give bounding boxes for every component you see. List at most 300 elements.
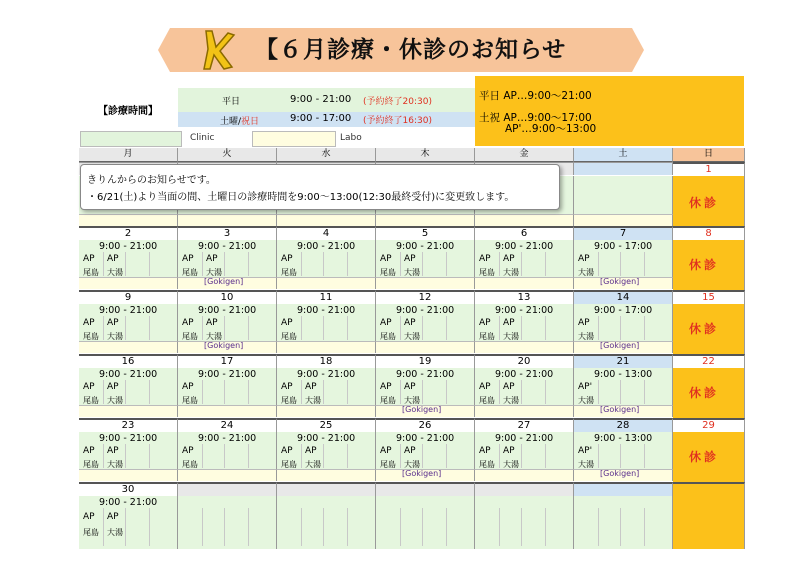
staff-name: 大湯 [107,332,123,341]
date-cell: 15 [673,290,745,304]
grid-line [545,508,546,546]
hours-text: 9:00 - 21:00 [297,241,356,252]
grid-line [521,252,522,276]
grid-line [644,380,645,404]
grid-line [598,444,599,468]
hours-text: 9:00 - 21:00 [297,305,356,316]
grid-line [224,316,225,340]
staff-name: 大湯 [305,396,321,405]
banner-left-edge [158,28,170,72]
hours-text: 9:00 - 21:00 [99,433,158,444]
grid-line [400,380,401,404]
labo-cell [475,341,574,353]
labo-cell [277,214,376,226]
date-cell [673,482,745,496]
ap-label: AP [479,446,491,456]
weekday-note: (予約終了20:30) [363,97,432,107]
grid-line [301,444,302,468]
grid-line [400,252,401,276]
ap-label: AP [479,254,491,264]
grid-line [644,316,645,340]
labo-cell [178,469,277,481]
ap-label: AP [107,512,119,522]
grid-line [347,444,348,468]
labo-cell [79,341,178,353]
date-cell: 18 [277,354,376,368]
staff-name: 尾島 [380,396,396,405]
grid-line [422,380,423,404]
staff-name: 大湯 [503,460,519,469]
ap-holiday-line: 土祝 AP…9:00～17:00 [479,112,592,124]
grid-line [545,316,546,340]
grid-line [499,380,500,404]
grid-line [149,444,150,468]
grid-line [323,444,324,468]
grid-line [545,380,546,404]
grid-line [125,316,126,340]
date-cell: 4 [277,226,376,240]
grid-line [149,380,150,404]
grid-line [347,252,348,276]
labo-cell [475,214,574,226]
date-cell: 12 [376,290,475,304]
date-cell: 22 [673,354,745,368]
grid-line [521,444,522,468]
hours-text: 9:00 - 21:00 [495,305,554,316]
date-cell: 10 [178,290,277,304]
grid-line [644,252,645,276]
grid-line [149,252,150,276]
labo-cell [277,405,376,417]
ap-label: AP [107,446,119,456]
page-title: 【６月診療・休診のお知らせ [255,37,567,63]
date-cell: 24 [178,418,277,432]
date-cell: 6 [475,226,574,240]
staff-name: 大湯 [404,268,420,277]
date-cell: 19 [376,354,475,368]
grid-line [125,380,126,404]
date-cell: 30 [79,482,178,496]
grid-line [323,252,324,276]
ap-label: AP [479,318,491,328]
date-cell: 5 [376,226,475,240]
hours-text: 9:00 - 21:00 [99,241,158,252]
grid-line [598,508,599,546]
ap-label: AP [281,318,293,328]
hours-text: 9:00 - 13:00 [594,369,653,380]
date-cell: 20 [475,354,574,368]
hours-text: 9:00 - 21:00 [297,369,356,380]
grid-line [224,508,225,546]
date-cell [376,482,475,496]
staff-name: 尾島 [479,460,495,469]
ap-label: AP [503,446,515,456]
ap-label: AP [182,318,194,328]
clinic-cell [475,496,574,549]
grid-line [422,316,423,340]
labo-cell [475,277,574,289]
hours-text: 9:00 - 21:00 [495,369,554,380]
grid-line [125,252,126,276]
grid-line [248,508,249,546]
hours-text: 9:00 - 21:00 [99,497,158,508]
sunday-closed-label: 休診 [689,322,720,336]
gokigen-label: [Gokigen] [600,469,640,478]
grid-line [499,444,500,468]
hours-text: 9:00 - 21:00 [396,305,455,316]
weekday-header: 日 [673,148,745,162]
grid-line [248,444,249,468]
staff-name: 尾島 [380,332,396,341]
ap-label: AP [83,512,95,522]
date-cell: 7 [574,226,673,240]
labo-cell [376,277,475,289]
date-cell [277,482,376,496]
date-cell: 13 [475,290,574,304]
ap-label: AP [578,318,590,328]
hours-text: 9:00 - 21:00 [396,241,455,252]
giraffe-logo-icon [198,27,240,71]
notice-line-2: ・6/21(土)より当面の間、土曜日の診療時間を9:00～13:00(12:30最終受付)に変更致します。 [87,192,515,203]
staff-name: 尾島 [182,268,198,277]
ap-label: AP [305,446,317,456]
grid-line [125,444,126,468]
ap-label: AP [503,382,515,392]
ap-label: AP [503,254,515,264]
grid-line [202,252,203,276]
clinic-cell [277,496,376,549]
clinic-cell [574,176,673,214]
grid-line [422,252,423,276]
grid-line [125,508,126,546]
hours-text: 9:00 - 21:00 [198,369,257,380]
labo-cell [277,277,376,289]
staff-name: 大湯 [578,460,594,469]
staff-name: 尾島 [281,396,297,405]
grid-line [446,380,447,404]
grid-line [499,252,500,276]
grid-line [620,380,621,404]
ap-label: AP [107,318,119,328]
legend-labo-swatch [252,131,336,147]
grid-line [149,316,150,340]
saturday-time: 9:00 - 17:00 [290,113,352,124]
hours-text: 9:00 - 21:00 [495,433,554,444]
ap-label: AP [479,382,491,392]
legend-labo-label: Labo [340,133,362,143]
grid-line [446,316,447,340]
ap-label: AP [380,254,392,264]
labo-cell [574,214,673,226]
ap-label: AP [380,446,392,456]
ap-weekday-line: 平日 AP…9:00～21:00 [479,90,592,102]
grid-line [323,316,324,340]
notice-line-1: きりんからのお知らせです。 [87,175,216,186]
grid-line [202,444,203,468]
hours-text: 9:00 - 21:00 [198,433,257,444]
sunday-closed-label: 休診 [689,196,720,210]
staff-name: 大湯 [503,396,519,405]
date-cell [574,482,673,496]
date-cell: 1 [673,162,745,176]
staff-name: 尾島 [380,268,396,277]
staff-name: 尾島 [380,460,396,469]
date-cell: 17 [178,354,277,368]
ap-label: AP [404,254,416,264]
grid-line [499,508,500,546]
grid-line [400,508,401,546]
staff-name: 尾島 [281,332,297,341]
grid-line [545,252,546,276]
ap-label: AP [107,382,119,392]
hours-text: 9:00 - 21:00 [495,241,554,252]
staff-name: 尾島 [182,460,198,469]
staff-name: 大湯 [107,396,123,405]
sunday-cell [673,496,745,549]
legend-clinic-swatch [80,131,182,147]
gokigen-label: [Gokigen] [402,469,442,478]
hours-text: 9:00 - 21:00 [99,369,158,380]
grid-line [202,316,203,340]
gokigen-label: [Gokigen] [600,405,640,414]
labo-cell [376,214,475,226]
weekday-hours-row [178,88,475,112]
staff-name: 大湯 [404,396,420,405]
date-cell: 27 [475,418,574,432]
grid-line [598,252,599,276]
staff-name: 大湯 [578,268,594,277]
hours-text: 9:00 - 17:00 [594,305,653,316]
staff-name: 大湯 [578,396,594,405]
grid-line [545,444,546,468]
date-cell: 21 [574,354,673,368]
gokigen-label: [Gokigen] [402,405,442,414]
staff-name: 尾島 [83,396,99,405]
staff-name: 大湯 [206,268,222,277]
ap-label: AP' [578,446,593,456]
labo-cell [79,214,178,226]
ap-label: AP [107,254,119,264]
weekday-header: 木 [376,148,475,162]
grid-line [620,252,621,276]
weekday-header: 金 [475,148,574,162]
gokigen-label: [Gokigen] [204,341,244,350]
grid-line [521,316,522,340]
hours-text: 9:00 - 21:00 [198,305,257,316]
grid-line [347,508,348,546]
labo-cell [79,277,178,289]
grid-line [149,508,150,546]
ap-label: AP [380,318,392,328]
grid-line [644,444,645,468]
grid-line [224,444,225,468]
weekday-header: 火 [178,148,277,162]
saturday-label-a: 土曜/ [220,117,242,127]
grid-line [202,508,203,546]
labo-cell [178,214,277,226]
date-cell [574,162,673,175]
staff-name: 尾島 [83,268,99,277]
grid-line [301,380,302,404]
ap-label: AP [182,446,194,456]
grid-line [323,380,324,404]
grid-line [598,380,599,404]
date-cell: 25 [277,418,376,432]
grid-line [521,508,522,546]
holiday-label: 祝日 [241,117,260,127]
grid-line [620,444,621,468]
grid-line [620,316,621,340]
labo-cell [277,469,376,481]
grid-line [446,252,447,276]
staff-name: 大湯 [107,460,123,469]
staff-name: 尾島 [281,268,297,277]
ap-label: AP [83,318,95,328]
staff-name: 尾島 [83,460,99,469]
ap-label: AP [182,254,194,264]
weekday-label: 平日 [222,97,241,107]
banner-right-edge [632,28,644,72]
notice-popup [80,164,560,210]
gokigen-label: [Gokigen] [204,277,244,286]
ap-label: AP [206,254,218,264]
ap-label: AP' [578,382,593,392]
date-cell: 14 [574,290,673,304]
ap-label: AP [281,382,293,392]
grid-line [248,252,249,276]
date-cell: 2 [79,226,178,240]
date-cell: 8 [673,226,745,240]
hours-text: 9:00 - 21:00 [198,241,257,252]
date-cell: 28 [574,418,673,432]
grid-line [598,316,599,340]
grid-line [644,508,645,546]
date-cell: 16 [79,354,178,368]
ap-label: AP [404,382,416,392]
labo-cell [79,469,178,481]
grid-line [224,380,225,404]
saturday-hours-row [178,112,475,127]
grid-line [224,252,225,276]
date-cell: 3 [178,226,277,240]
grid-line [499,316,500,340]
labo-cell [376,341,475,353]
grid-line [347,316,348,340]
grid-line [323,508,324,546]
grid-line [521,380,522,404]
grid-line [202,380,203,404]
date-cell: 23 [79,418,178,432]
hours-text: 9:00 - 13:00 [594,433,653,444]
clinic-cell [178,496,277,549]
staff-name: 大湯 [503,268,519,277]
date-cell: 26 [376,418,475,432]
sunday-closed-label: 休診 [689,258,720,272]
staff-name: 大湯 [305,460,321,469]
staff-name: 大湯 [404,460,420,469]
grid-line [446,444,447,468]
ap-label: AP [83,446,95,456]
date-cell: 29 [673,418,745,432]
grid-line [400,316,401,340]
date-cell: 11 [277,290,376,304]
labo-cell [475,469,574,481]
date-cell: 9 [79,290,178,304]
weekday-time: 9:00 - 21:00 [290,94,352,105]
staff-name: 尾島 [182,396,198,405]
sunday-closed-label: 休診 [689,450,720,464]
saturday-label [220,114,259,127]
grid-line [347,380,348,404]
ap-label: AP [83,254,95,264]
staff-name: 尾島 [83,528,99,537]
staff-name: 大湯 [404,332,420,341]
staff-name: 尾島 [479,332,495,341]
staff-name: 尾島 [83,332,99,341]
date-cell [178,482,277,496]
labo-cell [178,405,277,417]
date-cell [475,482,574,496]
ap-label: AP [305,382,317,392]
hours-text: 9:00 - 21:00 [99,305,158,316]
sunday-closed-label: 休診 [689,386,720,400]
grid-line [446,508,447,546]
hours-text: 9:00 - 17:00 [594,241,653,252]
staff-name: 尾島 [182,332,198,341]
ap-label: AP [182,382,194,392]
ap-label: AP [503,318,515,328]
staff-name: 大湯 [107,268,123,277]
staff-name: 大湯 [503,332,519,341]
staff-name: 尾島 [479,396,495,405]
grid-line [301,508,302,546]
labo-cell [475,405,574,417]
grid-line [103,252,104,276]
ap-label: AP [206,318,218,328]
staff-name: 大湯 [578,332,594,341]
grid-line [400,444,401,468]
ap-label: AP [83,382,95,392]
staff-name: 尾島 [281,460,297,469]
grid-line [620,508,621,546]
ap-label: AP [404,318,416,328]
weekday-header: 土 [574,148,673,162]
ap-label: AP [380,382,392,392]
ap-label: AP [281,254,293,264]
grid-line [103,444,104,468]
saturday-note: (予約終了16:30) [363,116,432,126]
grid-line [103,316,104,340]
legend-clinic-label: Clinic [190,133,215,143]
clinic-cell [574,496,673,549]
grid-line [422,444,423,468]
grid-line [103,380,104,404]
weekday-header: 水 [277,148,376,162]
grid-line [248,316,249,340]
ap-label: AP [404,446,416,456]
labo-cell [277,341,376,353]
staff-name: 尾島 [479,268,495,277]
grid-line [422,508,423,546]
grid-line [301,252,302,276]
weekday-header: 月 [79,148,178,162]
gokigen-label: [Gokigen] [600,277,640,286]
hours-label: 【診療時間】 [98,106,158,117]
ap-label: AP [578,254,590,264]
grid-line [301,316,302,340]
gokigen-label: [Gokigen] [600,341,640,350]
hours-text: 9:00 - 21:00 [297,433,356,444]
